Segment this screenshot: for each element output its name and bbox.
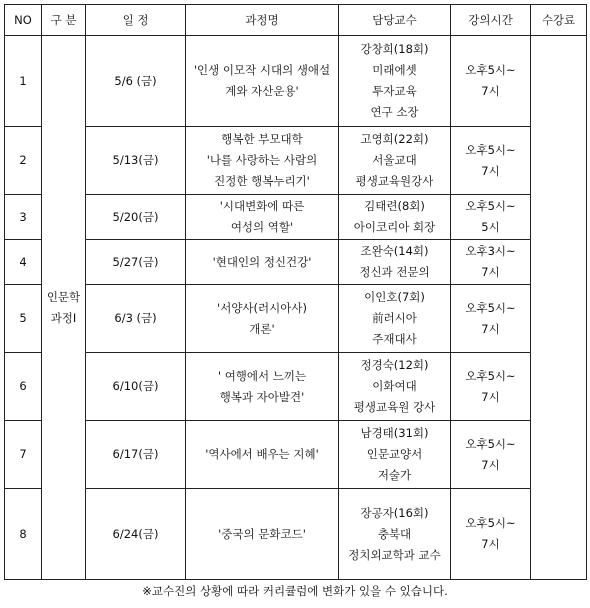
professor-line: 정치외교학과 교수	[348, 547, 441, 562]
row-date: 6/3 (금)	[86, 285, 186, 353]
row-date: 5/27(금)	[86, 240, 186, 285]
row-lecture-time	[451, 127, 531, 195]
time-line: 7시	[481, 457, 500, 472]
table-row	[5, 36, 587, 127]
professor-line: 서울교대	[372, 153, 417, 167]
header-row	[5, 5, 587, 36]
time-line: 오후5시~	[465, 436, 516, 451]
row-date: 5/6 (금)	[86, 36, 186, 127]
row-course-title	[186, 195, 339, 240]
row-course-title	[186, 285, 339, 353]
time-line: 7시	[481, 389, 500, 404]
time-line: 7시	[481, 321, 500, 336]
professor-line: 저술가	[377, 468, 412, 482]
professor-line: 강창희(18회)	[360, 42, 429, 56]
row-course-title	[186, 421, 339, 489]
lecture-schedule-table	[4, 4, 587, 580]
title-line: '현대인의 정신건강'	[212, 254, 312, 269]
time-line: 7시	[481, 163, 500, 178]
row-course-title	[186, 36, 339, 127]
category-line: 인문학	[46, 289, 81, 304]
row-lecture-time	[451, 489, 531, 580]
professor-line: 투자교육	[372, 84, 417, 98]
time-line: 오후3시~	[465, 244, 516, 258]
professor-line: 남경태(31회)	[360, 426, 429, 440]
row-professor	[339, 421, 451, 489]
header-professor: 담당교수	[339, 5, 451, 36]
row-professor	[339, 127, 451, 195]
row-professor	[339, 240, 451, 285]
title-line: '중국의 문화코드'	[218, 526, 306, 541]
time-line: 오후5시~	[465, 516, 516, 530]
table-row	[5, 353, 587, 421]
row-course-title	[186, 127, 339, 195]
row-no: 2	[5, 127, 42, 195]
title-line: 행복한 부모대학	[221, 132, 303, 146]
row-date: 6/24(금)	[86, 489, 186, 580]
header-lecture-time: 강의시간	[451, 5, 531, 36]
row-date: 5/13(금)	[86, 127, 186, 195]
row-no: 5	[5, 285, 42, 353]
row-lecture-time	[451, 285, 531, 353]
title-line: '시대변화에 따른	[219, 199, 305, 213]
title-line: '역사에서 배우는 지혜'	[205, 447, 319, 461]
professor-line: 주재대사	[372, 332, 417, 346]
table-row	[5, 421, 587, 489]
title-line: 계와 자산운용'	[225, 84, 299, 98]
row-lecture-time	[451, 421, 531, 489]
time-line: 7시	[481, 84, 500, 98]
row-lecture-time	[451, 353, 531, 421]
time-line: 오후5시~	[465, 300, 516, 315]
header-date: 일 정	[86, 5, 186, 36]
header-category: 구 분	[42, 5, 86, 36]
time-line: 오후5시~	[465, 368, 516, 383]
professor-line: 前러시아	[372, 311, 417, 325]
row-no: 6	[5, 353, 42, 421]
header-fee: 수강료	[531, 5, 587, 36]
row-course-title	[186, 353, 339, 421]
row-date: 6/10(금)	[86, 353, 186, 421]
row-course-title	[186, 489, 339, 580]
professor-line: 정경숙(12회)	[360, 358, 429, 372]
professor-line: 아이코리아 회장	[353, 220, 436, 234]
row-lecture-time	[451, 36, 531, 127]
row-no: 3	[5, 195, 42, 240]
row-lecture-time	[451, 240, 531, 285]
row-no: 4	[5, 240, 42, 285]
row-lecture-time	[451, 195, 531, 240]
time-line: 7시	[481, 265, 500, 279]
row-date: 5/20(금)	[86, 195, 186, 240]
table-row	[5, 489, 587, 580]
title-line: '나를 사랑하는 사람의	[206, 153, 318, 167]
row-date: 6/17(금)	[86, 421, 186, 489]
row-course-title	[186, 240, 339, 285]
professor-line: 미래에셋	[372, 63, 417, 77]
professor-line: 장공자(16회)	[360, 505, 429, 520]
row-professor	[339, 353, 451, 421]
professor-line: 평생교육원강사	[355, 174, 434, 188]
row-professor	[339, 285, 451, 353]
title-line: '서양사(러시아사)	[217, 300, 307, 315]
title-line: 개론'	[249, 321, 275, 336]
title-line: ' 여행에서 느끼는	[217, 368, 307, 383]
professor-line: 김태련(8회)	[364, 199, 425, 213]
time-line: 오후5시~	[465, 142, 516, 157]
table-row	[5, 240, 587, 285]
title-line: 행복과 자아발견'	[219, 389, 305, 404]
title-line: '인생 이모작 시대의 생애설	[193, 63, 331, 77]
curriculum-change-note: ※교수진의 상황에 따라 커리큘럼에 변화가 있을 수 있습니다.	[142, 584, 448, 598]
professor-line: 조완숙(14회)	[360, 244, 429, 258]
row-no: 8	[5, 489, 42, 580]
row-no: 1	[5, 36, 42, 127]
time-line: 오후5시~	[465, 199, 516, 213]
professor-line: 고영희(22회)	[360, 132, 429, 146]
professor-line: 이화여대	[372, 379, 417, 393]
professor-line: 충북대	[377, 526, 412, 541]
category-cell	[42, 36, 86, 580]
row-professor	[339, 195, 451, 240]
title-line: 진정한 행복누리기'	[214, 174, 310, 188]
time-line: 5시	[481, 220, 500, 234]
title-line: 여성의 역할'	[230, 220, 294, 234]
professor-line: 평생교육원 강사	[353, 400, 436, 414]
professor-line: 인문교양서	[366, 447, 423, 461]
row-no: 7	[5, 421, 42, 489]
professor-line: 연구 소장	[370, 105, 419, 119]
table-row	[5, 195, 587, 240]
header-no: NO	[5, 5, 42, 36]
professor-line: 이인호(7회)	[364, 290, 425, 304]
time-line: 오후5시~	[465, 63, 516, 77]
table-row	[5, 285, 587, 353]
row-professor	[339, 489, 451, 580]
time-line: 7시	[481, 537, 500, 551]
category-line: 과정Ⅰ	[50, 310, 77, 325]
header-course-title: 과정명	[186, 5, 339, 36]
professor-line: 정신과 전문의	[359, 265, 430, 279]
fee-cell	[531, 36, 587, 580]
row-professor	[339, 36, 451, 127]
table-row	[5, 127, 587, 195]
